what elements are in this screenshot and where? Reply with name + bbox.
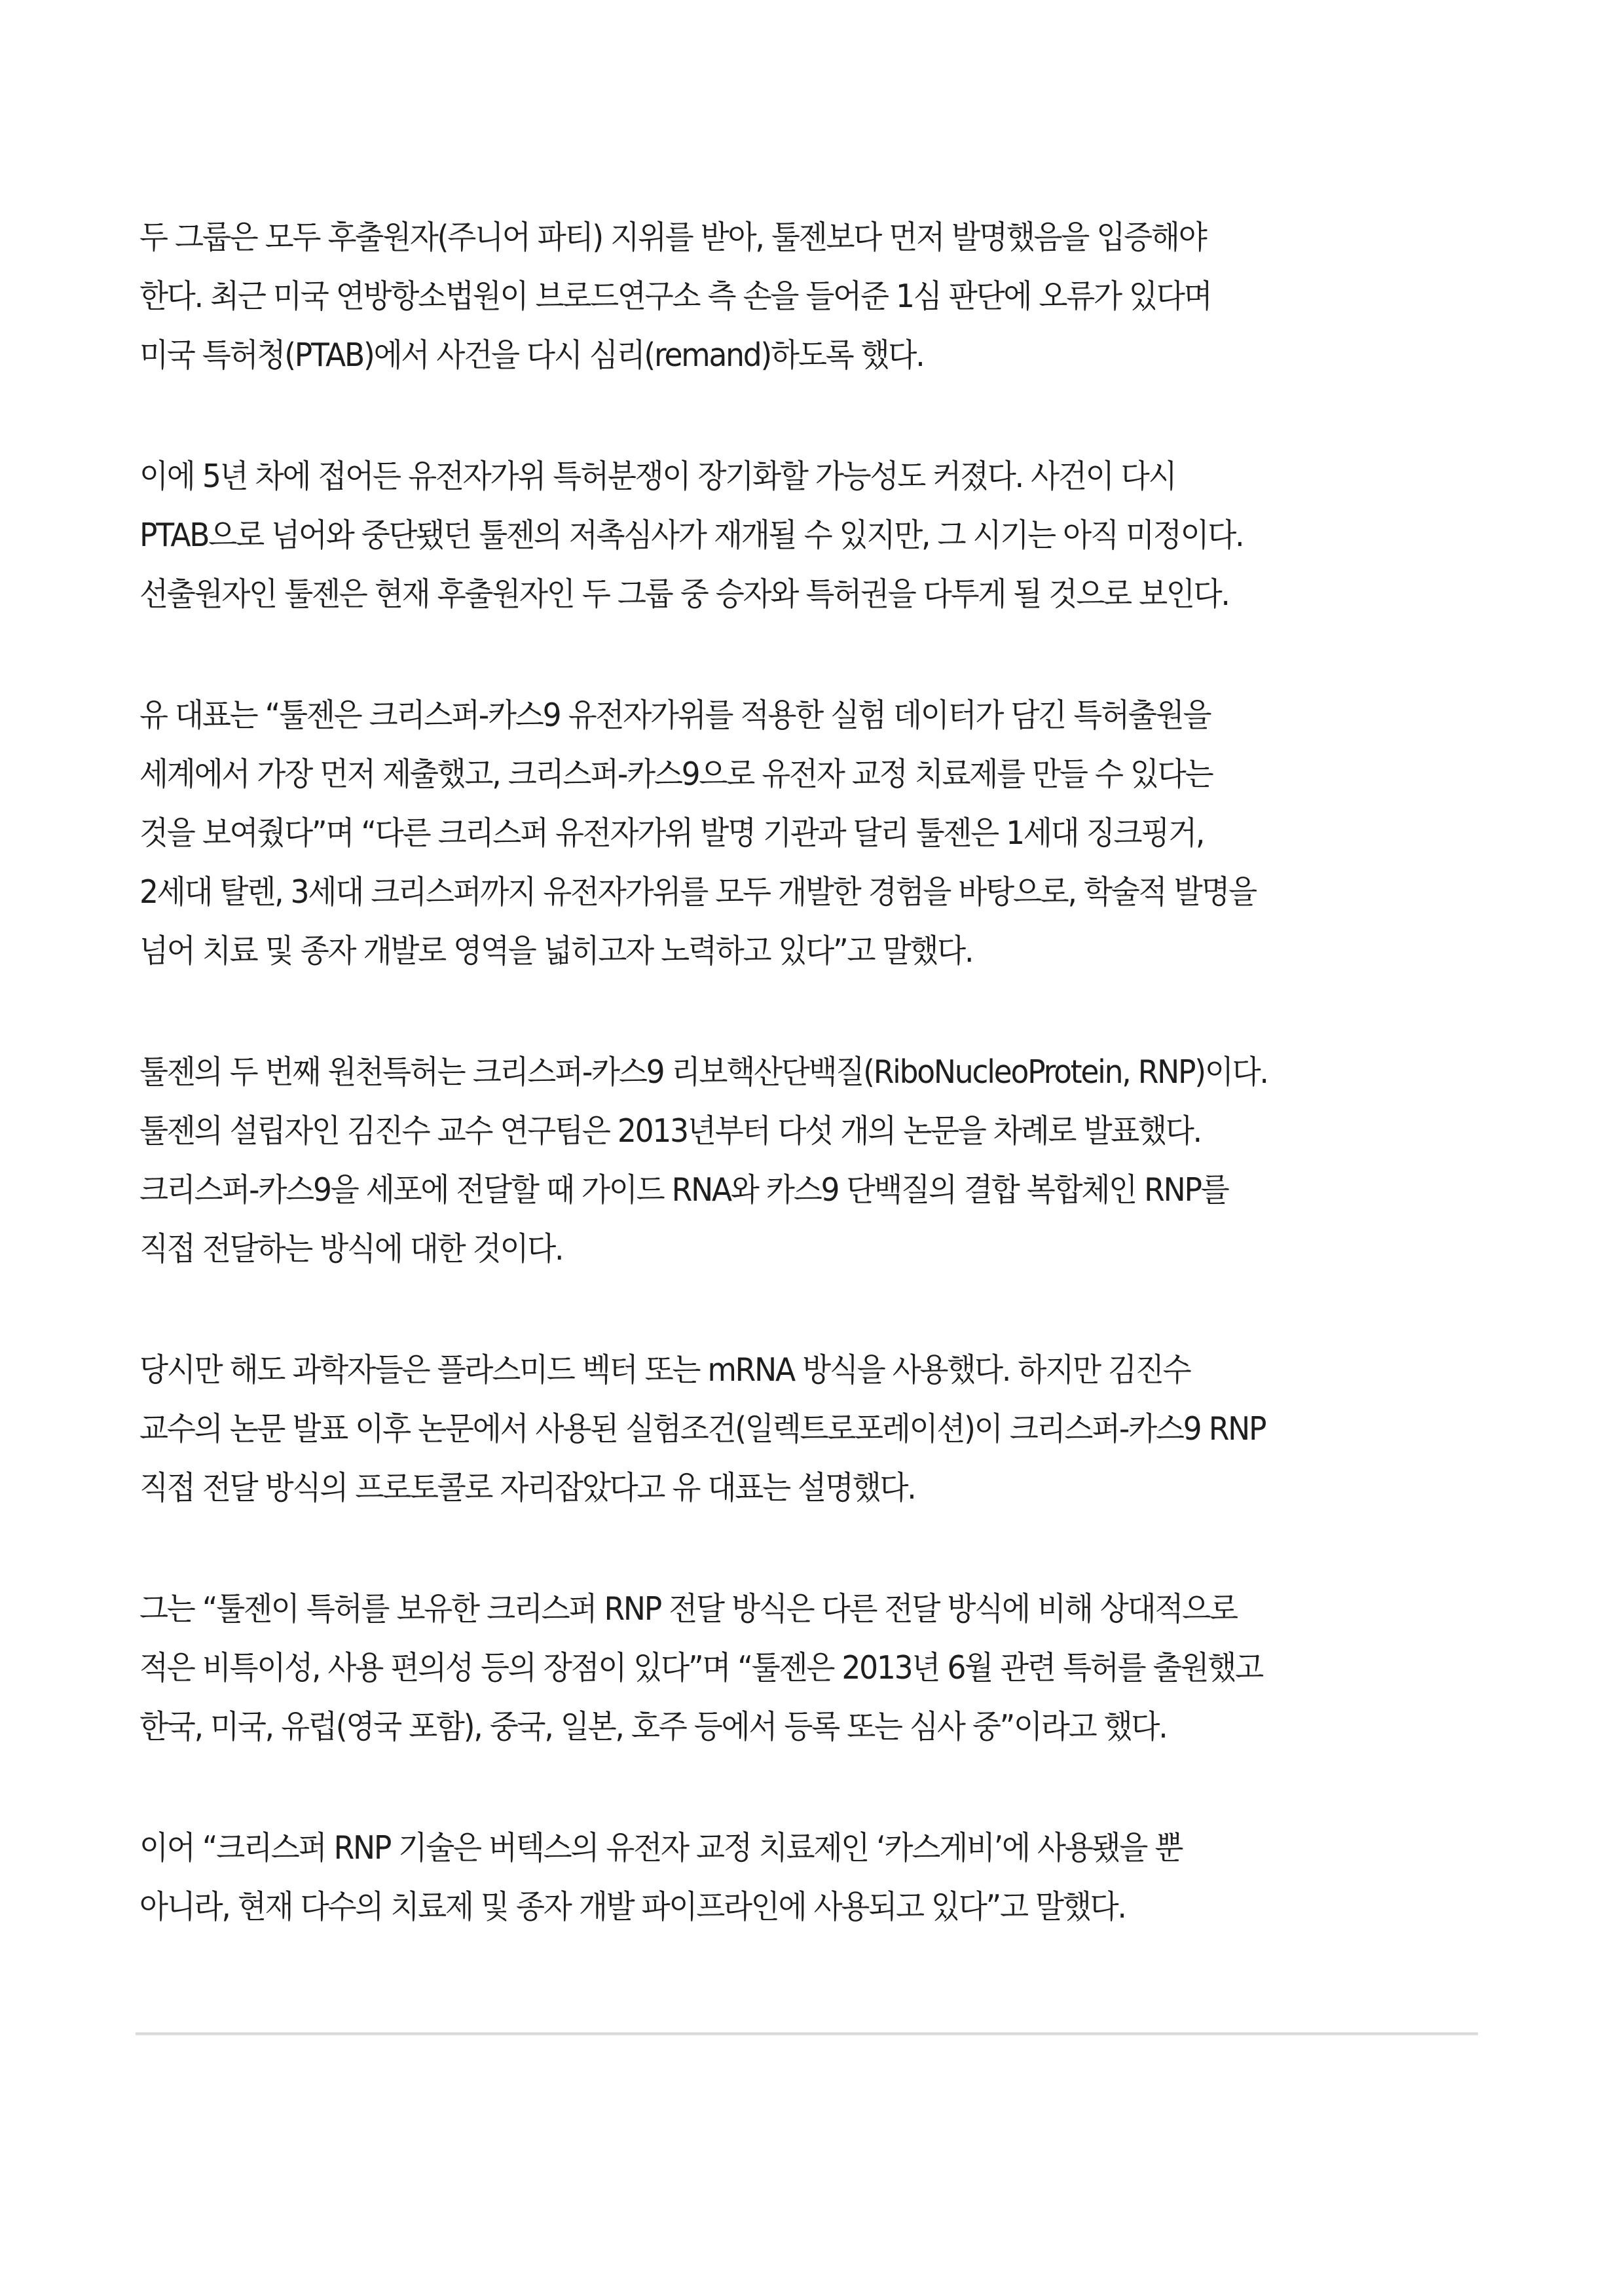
text-line: 것을 보여줬다”며 “다른 크리스퍼 유전자가위 발명 기관과 달리 툴젠은 1세대 징크핑거, (139, 814, 1204, 852)
text-line: PTAB으로 넘어와 중단됐던 툴젠의 저촉심사가 재개될 수 있지만, 그 시기는 아직 미정이다. (139, 517, 1244, 554)
paragraph-5 (139, 1341, 1488, 1518)
text-line: 아니라, 현재 다수의 치료제 및 종자 개발 파이프라인에 사용되고 있다”고 말했다. (139, 1888, 1126, 1925)
text-line: 교수의 논문 발표 이후 논문에서 사용된 실험조건(일렉트로포레이션)이 크리스퍼-카스9 RNP (139, 1410, 1266, 1448)
text-line: 이어 “크리스퍼 RNP 기술은 버텍스의 유전자 교정 치료제인 ‘카스게비’에 사용됐을 뿐 (139, 1829, 1183, 1867)
text-line: 직접 전달하는 방식에 대한 것이다. (139, 1230, 563, 1267)
text-line: 그는 “툴젠이 특허를 보유한 크리스퍼 RNP 전달 방식은 다른 전달 방식에 비해 상대적으로 (139, 1590, 1237, 1628)
paragraph-3 (139, 686, 1488, 981)
text-line: 한국, 미국, 유럽(영국 포함), 중국, 일본, 호주 등에서 등록 또는 심사 중”이라고 했다. (139, 1708, 1167, 1745)
text-line: 2세대 탈렌, 3세대 크리스퍼까지 유전자가위를 모두 개발한 경험을 바탕으로, 학술적 발명을 (139, 873, 1256, 911)
text-line: 세계에서 가장 먼저 제출했고, 크리스퍼-카스9으로 유전자 교정 치료제를 만들 수 있다는 (139, 756, 1213, 793)
text-line: 유 대표는 “툴젠은 크리스퍼-카스9 유전자가위를 적용한 실험 데이터가 담긴 특허출원을 (139, 697, 1211, 734)
text-line: 한다. 최근 미국 연방항소법원이 브로드연구소 측 손을 들어준 1심 판단에 오류가 있다며 (139, 278, 1211, 315)
paragraph-7 (139, 1819, 1488, 1937)
paragraph-4 (139, 1043, 1488, 1279)
paragraph-2 (139, 447, 1488, 624)
text-line: 미국 특허청(PTAB)에서 사건을 다시 심리(remand)하도록 했다. (139, 337, 924, 374)
text-line: 툴젠의 설립자인 김진수 교수 연구팀은 2013년부터 다섯 개의 논문을 차례로 발표했다. (139, 1112, 1201, 1150)
text-line: 두 그룹은 모두 후출원자(주니어 파티) 지위를 받아, 툴젠보다 먼저 발명했음을 입증해야 (139, 219, 1206, 256)
paragraph-1 (139, 208, 1488, 385)
text-line: 당시만 해도 과학자들은 플라스미드 벡터 또는 mRNA 방식을 사용했다. 하지만 김진수 (139, 1351, 1190, 1389)
paragraph-6 (139, 1580, 1488, 1757)
text-line: 이에 5년 차에 접어든 유전자가위 특허분쟁이 장기화할 가능성도 커졌다. 사건이 다시 (139, 458, 1176, 495)
text-line: 툴젠의 두 번째 원천특허는 크리스퍼-카스9 리보핵산단백질(RiboNucleoProtein, RNP)이다. (139, 1053, 1268, 1091)
document-body (139, 208, 1488, 1999)
text-line: 직접 전달 방식의 프로토콜로 자리잡았다고 유 대표는 설명했다. (139, 1469, 915, 1506)
text-line: 넘어 치료 및 종자 개발로 영역을 넓히고자 노력하고 있다”고 말했다. (139, 932, 973, 970)
text-line: 크리스퍼-카스9을 세포에 전달할 때 가이드 RNA와 카스9 단백질의 결합 복합체인 RNP를 (139, 1171, 1228, 1209)
horizontal-divider (136, 2032, 1478, 2035)
text-line: 적은 비특이성, 사용 편의성 등의 장점이 있다”며 “툴젠은 2013년 6월 관련 특허를 출원했고 (139, 1649, 1263, 1686)
text-line: 선출원자인 툴젠은 현재 후출원자인 두 그룹 중 승자와 특허권을 다투게 될 것으로 보인다. (139, 575, 1229, 613)
